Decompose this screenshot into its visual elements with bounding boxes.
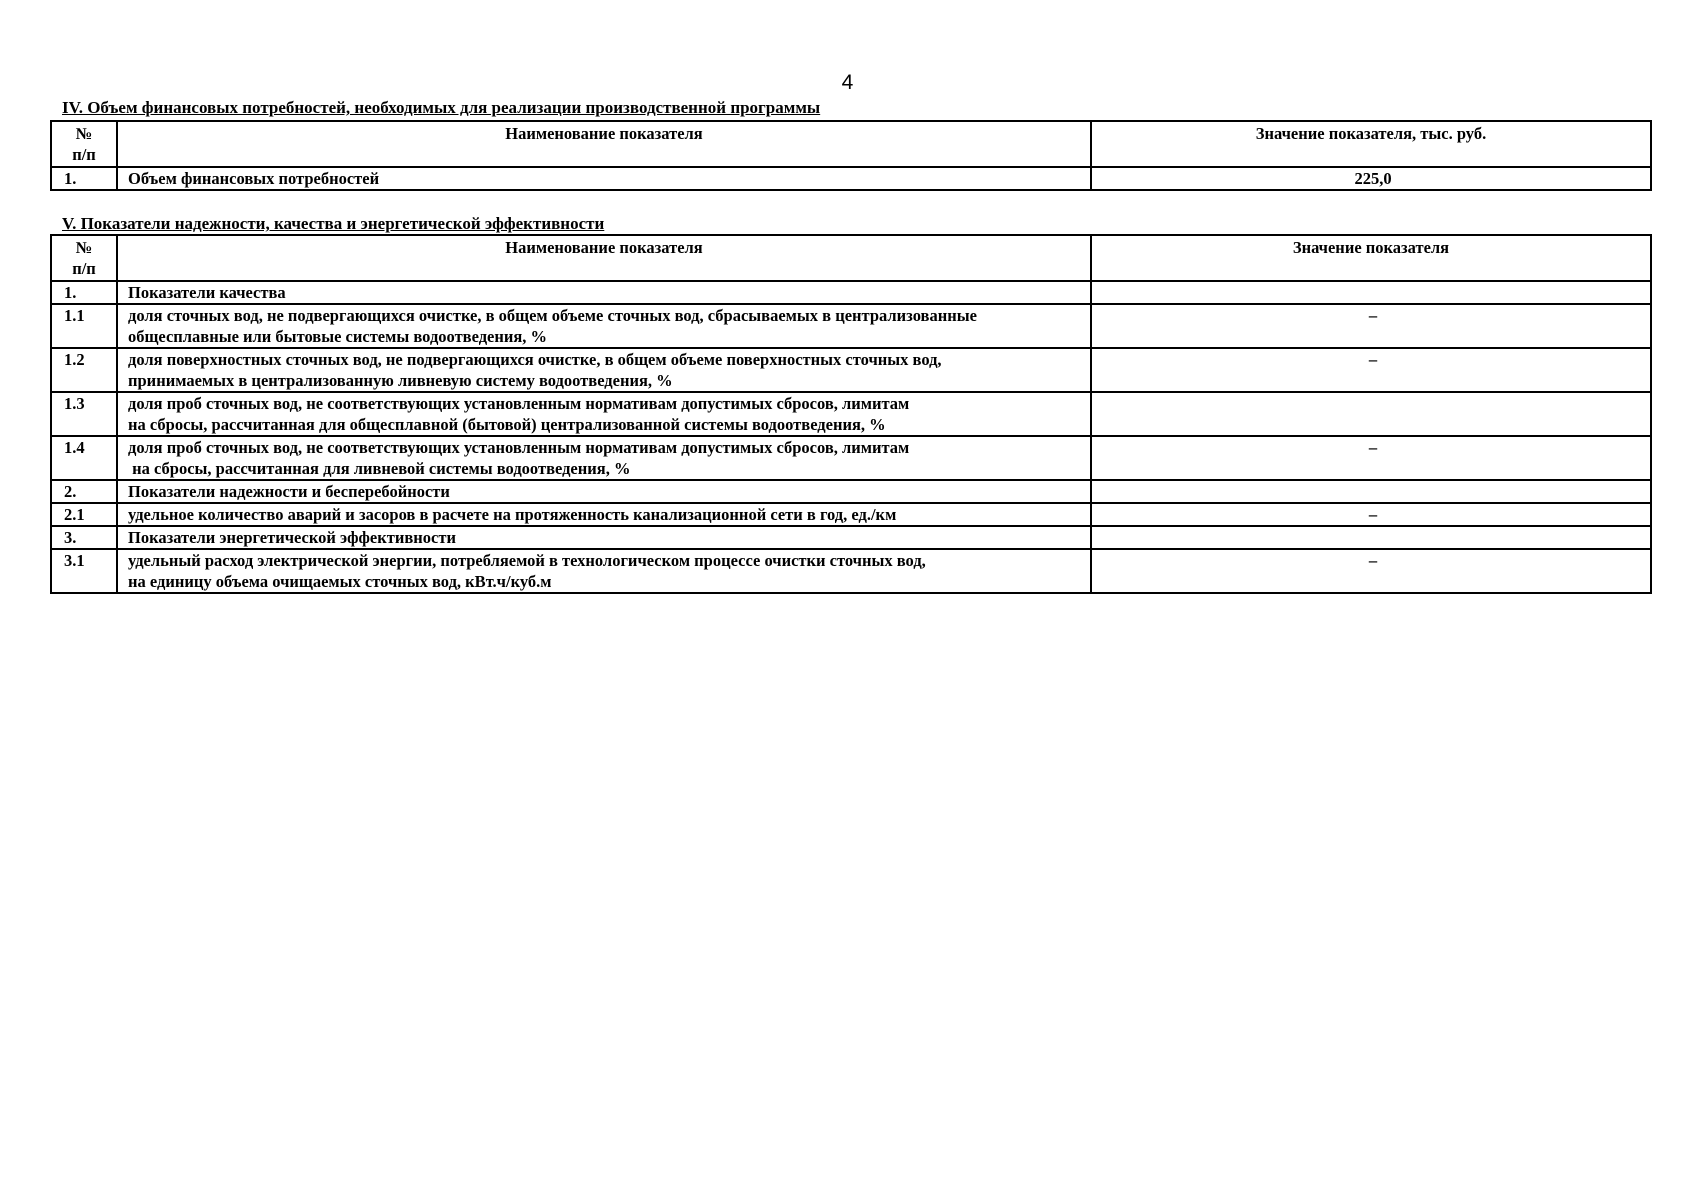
- table-body: [51, 281, 1651, 593]
- row-indicator-name: [117, 549, 1091, 593]
- row-indicator-name: [117, 348, 1091, 392]
- financial-needs-table: [50, 120, 1652, 191]
- table-row: [51, 549, 1651, 593]
- header-number: [51, 235, 117, 281]
- header-number-line2: п/п: [72, 145, 96, 164]
- table-row: [51, 526, 1651, 549]
- reliability-quality-table: [50, 234, 1652, 594]
- table-row: [51, 348, 1651, 392]
- row-number: 1.: [51, 167, 117, 190]
- row-indicator-name: Объем финансовых потребностей: [117, 167, 1091, 190]
- table-header-row: [51, 235, 1651, 281]
- row-indicator-value: [1091, 392, 1651, 436]
- row-indicator-name-line2: на сбросы, рассчитанная для общесплавной (бытовой) централизованной системы водоотведения, %: [128, 415, 886, 434]
- row-number: 3.: [51, 526, 117, 549]
- row-indicator-value: [1091, 526, 1651, 549]
- row-indicator-name: [117, 526, 1091, 549]
- header-number: [51, 121, 117, 167]
- table-row: [51, 304, 1651, 348]
- row-number: 1.4: [51, 436, 117, 480]
- row-indicator-name-line2: на единицу объема очищаемых сточных вод, кВт.ч/куб.м: [128, 572, 552, 591]
- row-number: 2.1: [51, 503, 117, 526]
- row-indicator-value: –: [1091, 503, 1651, 526]
- row-indicator-name-line1: Показатели качества: [128, 283, 286, 302]
- row-number: 2.: [51, 480, 117, 503]
- table-row: [51, 480, 1651, 503]
- section-5-title: V. Показатели надежности, качества и энергетической эффективности: [62, 214, 605, 233]
- header-indicator-value: Значение показателя, тыс. руб.: [1091, 121, 1651, 167]
- table-row: [51, 281, 1651, 304]
- row-indicator-name-line2: общесплавные или бытовые системы водоотведения, %: [128, 327, 548, 346]
- row-indicator-name-line1: Показатели надежности и бесперебойности: [128, 482, 450, 501]
- table-header-row: [51, 121, 1651, 167]
- row-number: 1.3: [51, 392, 117, 436]
- row-indicator-name: [117, 304, 1091, 348]
- row-indicator-name-line1: удельный расход электрической энергии, потребляемой в технологическом процессе очистки сточных вод,: [128, 551, 926, 570]
- table-row: [51, 167, 1651, 190]
- row-number: 3.1: [51, 549, 117, 593]
- row-number: 1.2: [51, 348, 117, 392]
- row-number: 1.: [51, 281, 117, 304]
- row-indicator-value: [1091, 480, 1651, 503]
- header-number-line2: п/п: [72, 259, 96, 278]
- header-indicator-name: Наименование показателя: [117, 235, 1091, 281]
- row-indicator-name-line1: доля сточных вод, не подвергающихся очистке, в общем объеме сточных вод, сбрасываемых в централизованные: [128, 306, 977, 325]
- row-indicator-name-line1: Показатели энергетической эффективности: [128, 528, 456, 547]
- row-indicator-value: –: [1091, 549, 1651, 593]
- row-indicator-name-line1: удельное количество аварий и засоров в расчете на протяженность канализационной сети в год, ед./км: [128, 505, 897, 524]
- row-indicator-name: [117, 436, 1091, 480]
- table-row: [51, 436, 1651, 480]
- table-row: [51, 503, 1651, 526]
- row-indicator-value: –: [1091, 436, 1651, 480]
- row-indicator-name: [117, 281, 1091, 304]
- row-number: 1.1: [51, 304, 117, 348]
- table-row: [51, 392, 1651, 436]
- header-number-line1: №: [75, 238, 93, 257]
- row-indicator-name-line2: на сбросы, рассчитанная для ливневой системы водоотведения, %: [128, 459, 631, 478]
- row-indicator-name: [117, 392, 1091, 436]
- header-indicator-value: Значение показателя: [1091, 235, 1651, 281]
- row-indicator-name: [117, 480, 1091, 503]
- row-indicator-value: –: [1091, 348, 1651, 392]
- page-number: 4: [841, 71, 854, 94]
- row-indicator-value: [1091, 281, 1651, 304]
- row-indicator-value: –: [1091, 304, 1651, 348]
- header-number-line1: №: [75, 124, 93, 143]
- row-indicator-name-line1: доля поверхностных сточных вод, не подвергающихся очистке, в общем объеме поверхностных сточных вод,: [128, 350, 942, 369]
- row-indicator-name-line2: принимаемых в централизованную ливневую систему водоотведения, %: [128, 371, 673, 390]
- header-indicator-name: Наименование показателя: [117, 121, 1091, 167]
- row-indicator-name-line1: доля проб сточных вод, не соответствующих установленным нормативам допустимых сбросов, лимитам: [128, 438, 910, 457]
- row-indicator-value: 225,0: [1091, 167, 1651, 190]
- row-indicator-name-line1: доля проб сточных вод, не соответствующих установленным нормативам допустимых сбросов, лимитам: [128, 394, 910, 413]
- row-indicator-name: [117, 503, 1091, 526]
- section-4-title: IV. Объем финансовых потребностей, необходимых для реализации производственной программы: [62, 98, 821, 117]
